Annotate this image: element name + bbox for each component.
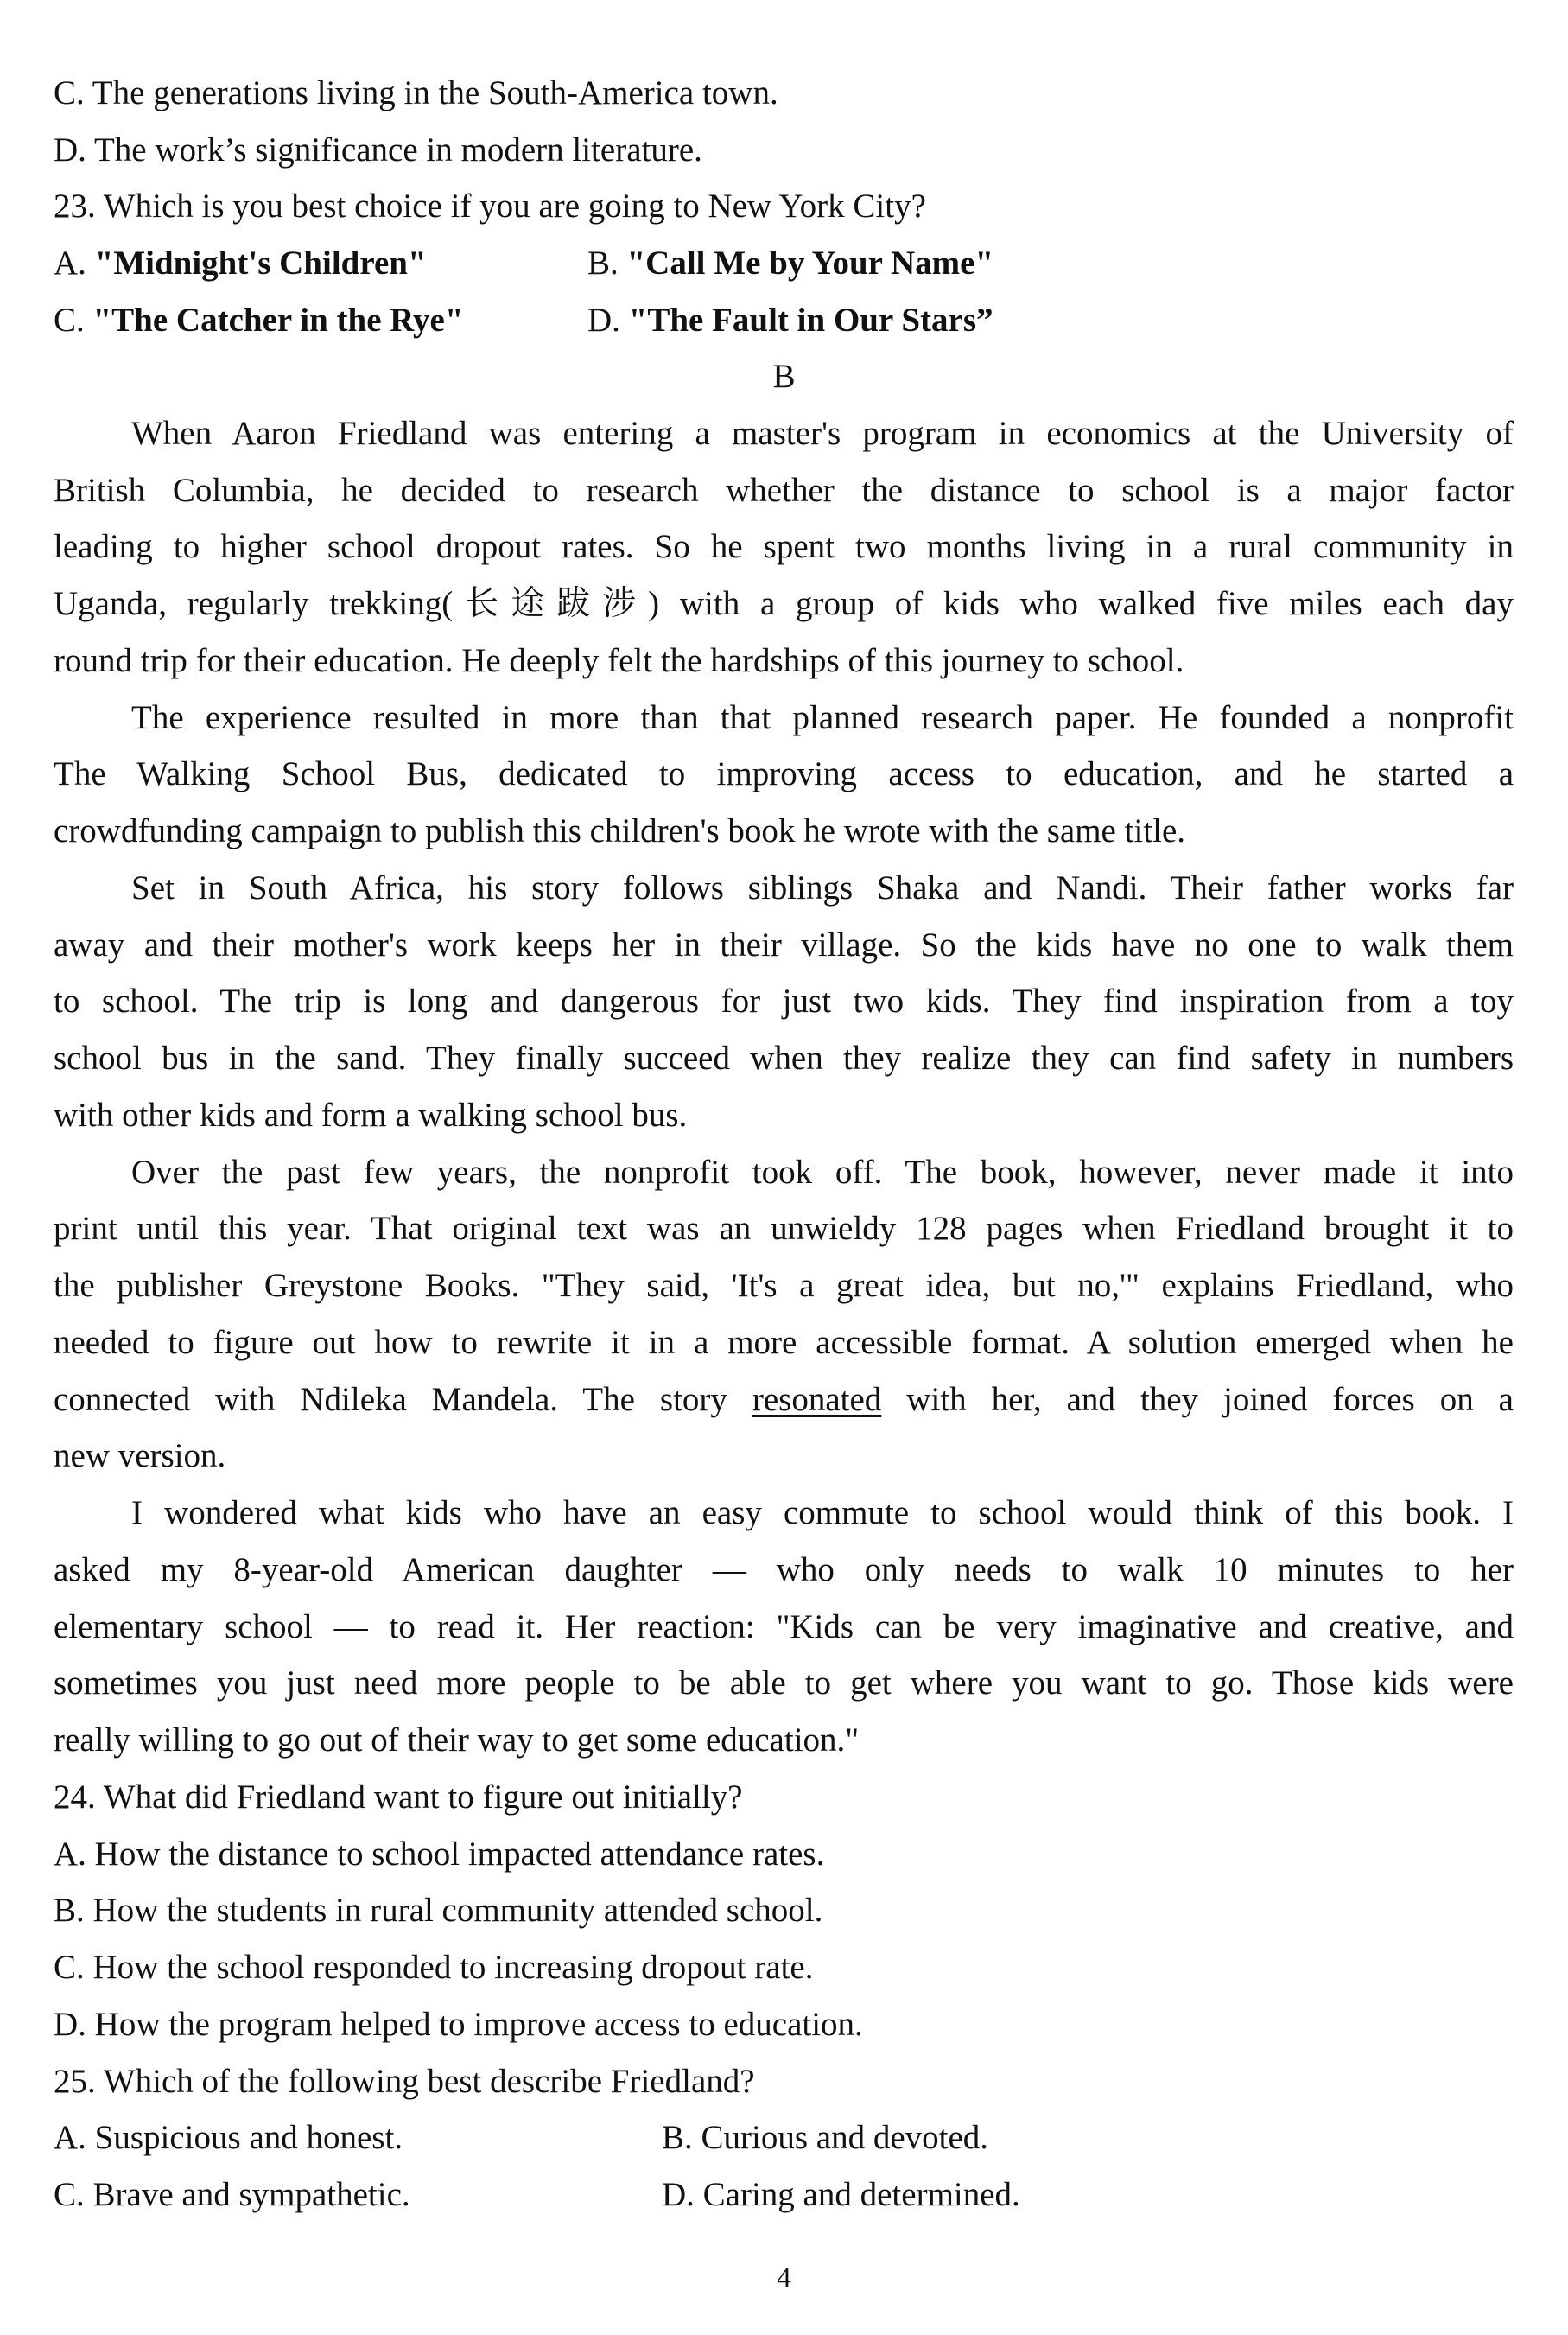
section-label: B bbox=[772, 358, 796, 395]
q23-option-b: "Call Me by Your Name" bbox=[626, 245, 994, 282]
passage-p1-line-4: Uganda, regularly trekking(长途跋涉) with a group of kids who walked five miles each day bbox=[54, 585, 1514, 622]
passage-p4-line-6: new version. bbox=[54, 1437, 226, 1474]
passage-p5-line-3: elementary school — to read it. Her reaction: "Kids can be very imaginative and creative, and bbox=[54, 1608, 1514, 1645]
passage-p5-line-1: I wondered what kids who have an easy commute to school would think of this book. I bbox=[131, 1494, 1514, 1531]
passage-p3-line-4: school bus in the sand. They finally succeed when they realize they can find safety in numbers bbox=[54, 1040, 1514, 1077]
q23-options-row-1 bbox=[54, 246, 1514, 280]
q23-option-d-wrap bbox=[587, 303, 993, 337]
passage-p5-line-4: sometimes you just need more people to be able to get where you want to go. Those kids were bbox=[54, 1664, 1514, 1702]
passage-p5-line-2: asked my 8-year-old American daughter — who only needs to walk 10 minutes to her bbox=[54, 1551, 1514, 1588]
q23-option-c: "The Catcher in the Rye" bbox=[92, 302, 464, 339]
passage-p3-line-1: Set in South Africa, his story follows siblings Shaka and Nandi. Their father works far bbox=[131, 869, 1514, 907]
q25-option-a: A. Suspicious and honest. bbox=[54, 2119, 403, 2156]
passage-p1-line-2: British Columbia, he decided to research whether the distance to school is a major factor bbox=[54, 472, 1514, 509]
passage-p1-line-1: When Aaron Friedland was entering a master's program in economics at the University of bbox=[131, 415, 1514, 452]
q23-option-b-wrap bbox=[587, 246, 993, 280]
passage-p4-line-4: needed to figure out how to rewrite it in a more accessible format. A solution emerged when he bbox=[54, 1324, 1514, 1361]
q23-option-d-letter: D. bbox=[587, 302, 629, 339]
passage-p4-line-5-before: connected with Ndileka Mandela. The story bbox=[54, 1381, 752, 1418]
q23-option-a-letter: A. bbox=[54, 245, 95, 282]
passage-p3-line-3: to school. The trip is long and dangerous for just two kids. They find inspiration from a toy bbox=[54, 983, 1514, 1020]
q24-option-a: A. How the distance to school impacted attendance rates. bbox=[54, 1836, 825, 1873]
passage-p1-line-5: round trip for their education. He deeply felt the hardships of this journey to school. bbox=[54, 642, 1184, 679]
passage-p2-line-3: crowdfunding campaign to publish this children's book he wrote with the same title. bbox=[54, 812, 1186, 849]
q23-option-a: "Midnight's Children" bbox=[94, 245, 427, 282]
passage-p4-line-3: the publisher Greystone Books. "They said, 'It's a great idea, but no,'" explains Friedland, who bbox=[54, 1267, 1514, 1304]
passage-p4-line-1: Over the past few years, the nonprofit took off. The book, however, never made it into bbox=[131, 1154, 1514, 1191]
q25-question: 25. Which of the following best describe Friedland? bbox=[54, 2063, 755, 2100]
q23-option-b-letter: B. bbox=[587, 245, 627, 282]
passage-p4-line-5 bbox=[54, 1383, 1514, 1416]
passage-p1-line-3: leading to higher school dropout rates. So he spent two months living in a rural community in bbox=[54, 528, 1514, 565]
passage-p3-line-2: away and their mother's work keeps her in their village. So the kids have no one to walk them bbox=[54, 926, 1514, 964]
q22-option-c: C. The generations living in the South-America town. bbox=[54, 74, 778, 111]
passage-p3-line-5: with other kids and form a walking school bus. bbox=[54, 1097, 688, 1134]
q24-option-d: D. How the program helped to improve access to education. bbox=[54, 2006, 863, 2043]
q25-option-b: B. Curious and devoted. bbox=[662, 2119, 989, 2156]
q23-option-c-letter: C. bbox=[54, 302, 93, 339]
underlined-word: resonated bbox=[752, 1381, 882, 1418]
page-number: 4 bbox=[777, 2262, 791, 2294]
passage-p2-line-1: The experience resulted in more than that planned research paper. He founded a nonprofit bbox=[131, 699, 1514, 736]
q25-options-row-1 bbox=[54, 2121, 1514, 2154]
q24-option-b: B. How the students in rural community attended school. bbox=[54, 1892, 823, 1929]
q25-options-row-2 bbox=[54, 2178, 1514, 2211]
passage-p4-line-2: print until this year. That original text was an unwieldy 128 pages when Friedland brought it to bbox=[54, 1210, 1514, 1247]
q23-options-row-2 bbox=[54, 303, 1514, 337]
passage-p4-line-5-after: with her, and they joined forces on a bbox=[881, 1381, 1514, 1418]
passage-p5-line-5: really willing to go out of their way to get some education." bbox=[54, 1721, 860, 1759]
q24-option-c: C. How the school responded to increasing dropout rate. bbox=[54, 1949, 814, 1986]
q25-option-d: D. Caring and determined. bbox=[662, 2176, 1020, 2213]
passage-p2-line-2: The Walking School Bus, dedicated to improving access to education, and he started a bbox=[54, 755, 1514, 792]
q24-question: 24. What did Friedland want to figure out initially? bbox=[54, 1778, 743, 1816]
q22-option-d: D. The work’s significance in modern literature. bbox=[54, 131, 702, 169]
q23-option-d: "The Fault in Our Stars” bbox=[628, 302, 993, 339]
q23-question: 23. Which is you best choice if you are going to New York City? bbox=[54, 188, 926, 225]
q25-option-c: C. Brave and sympathetic. bbox=[54, 2176, 410, 2213]
